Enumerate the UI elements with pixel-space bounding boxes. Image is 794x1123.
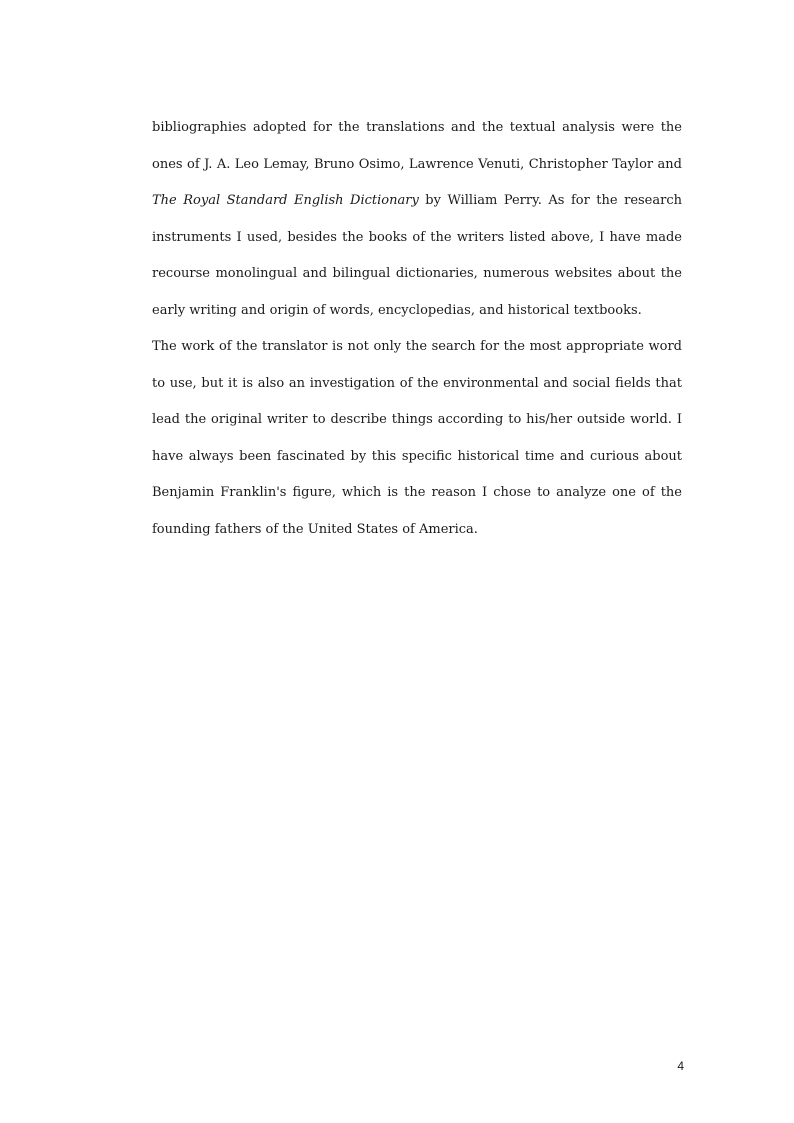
dictionary-title: The Royal Standard English Dictionary xyxy=(152,193,419,208)
page-number: 4 xyxy=(677,1059,684,1073)
body-text xyxy=(152,110,682,548)
paragraph xyxy=(152,110,682,329)
paragraph: The work of the translator is not only the search for the most appropriate word to use, but it is also an investigation of the environmental and social fields that lead the original writer to describe things according to his/her outside world. I have always been fascinated by this specific historical time and curious about Benjamin Franklin's figure, which is the reason I chose to analyze one of the founding fathers of the United States of America. xyxy=(152,339,682,537)
paragraph-text: bibliographies adopted for the translations and the textual analysis were the ones of J. A. Leo Lemay, Bruno Osimo, Lawrence Venuti, Christopher Taylor and xyxy=(152,120,682,172)
paragraph-text: by William Perry. As for the research instruments I used, besides the books of the writers listed above, I have made recourse monolingual and bilingual dictionaries, numerous websites about the early writing and origin of words, encyclopedias, and historical textbooks. xyxy=(152,193,682,318)
